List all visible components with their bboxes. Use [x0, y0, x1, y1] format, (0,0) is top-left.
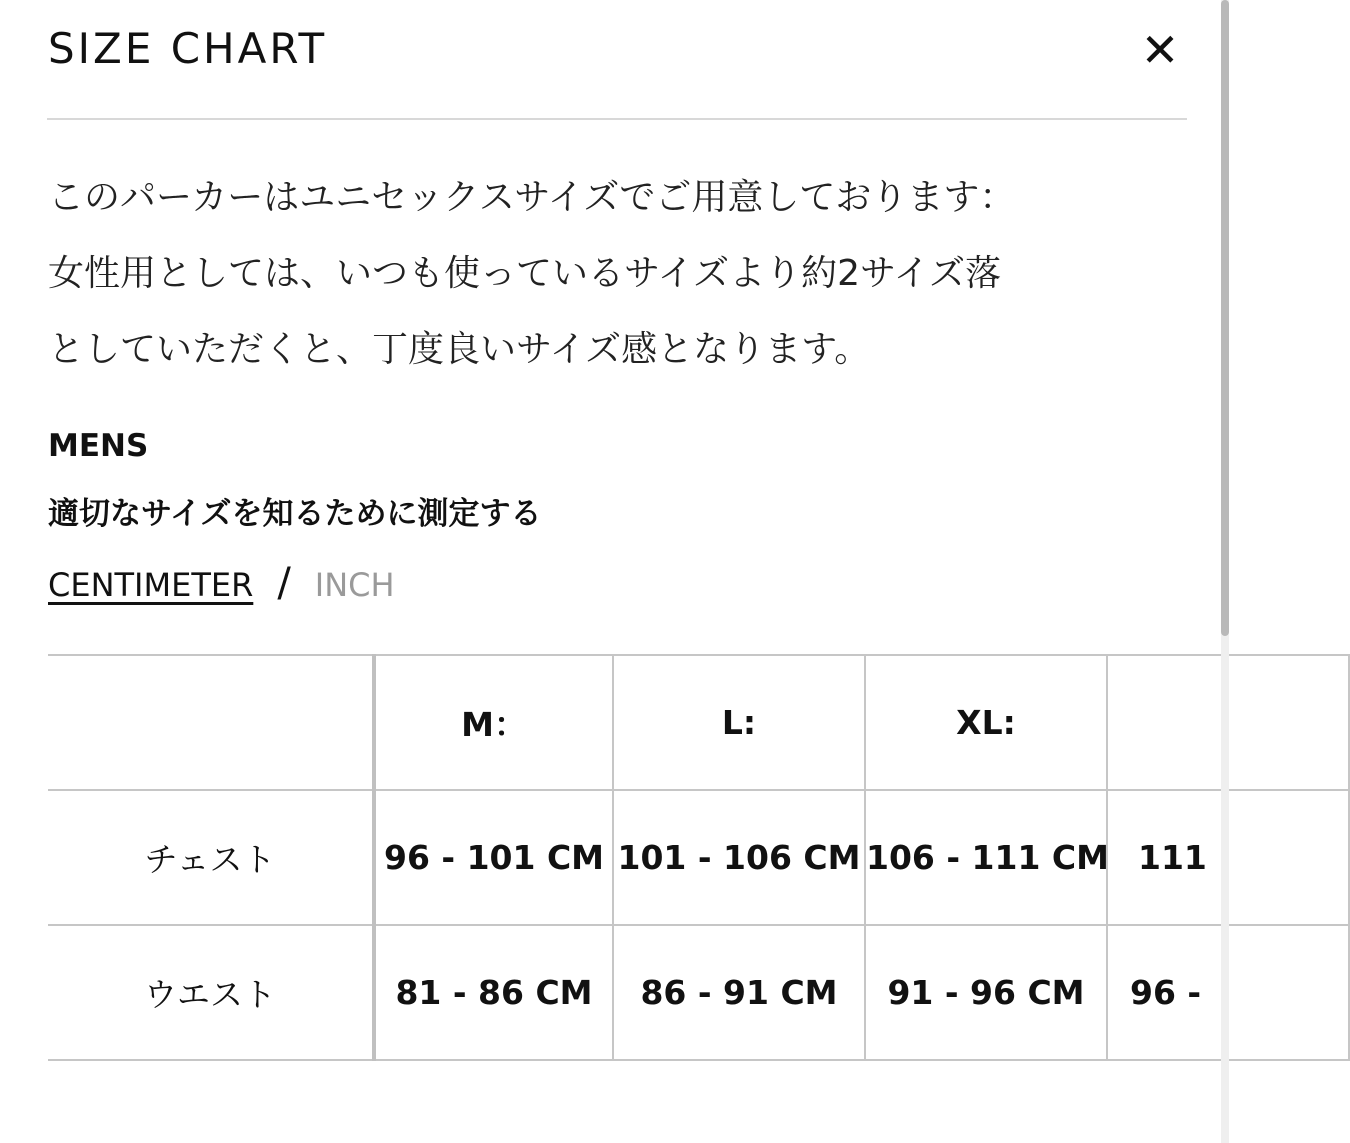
size-chart-title: SIZE CHART	[48, 24, 328, 73]
table-header-row	[48, 655, 1349, 790]
header-size-xl: XL:	[865, 655, 1107, 790]
table-cell: 106 - 111 CM	[865, 790, 1107, 925]
description-line: 女性用としては、いつも使っているサイズより約2サイズ落	[48, 253, 1002, 294]
row-label-waist: ウエスト	[48, 925, 374, 1060]
header-size-m: M：	[374, 655, 613, 790]
size-table-scroll[interactable]	[48, 654, 1207, 1066]
table-cell: 101 - 106 CM	[613, 790, 865, 925]
scrollbar-thumb[interactable]	[1221, 0, 1229, 636]
header-divider	[47, 118, 1187, 120]
description-line: としていただくと、丁度良いサイズ感となります。	[48, 329, 871, 370]
close-icon[interactable]: ✕	[1140, 23, 1180, 77]
size-table	[48, 654, 1350, 1061]
section-heading: MENS	[48, 428, 149, 464]
table-cell: 91 - 96 CM	[865, 925, 1107, 1060]
table-cell: 111	[1107, 790, 1349, 925]
table-cell: 81 - 86 CM	[374, 925, 613, 1060]
table-cell: 96 -	[1107, 925, 1349, 1060]
unit-centimeter-link[interactable]: CENTIMETER	[48, 566, 254, 604]
header-empty-cell	[48, 655, 374, 790]
measure-subheading: 適切なサイズを知るために測定する	[48, 496, 542, 532]
unit-toggle	[48, 560, 395, 606]
unit-separator: /	[277, 560, 291, 606]
header-size-l: L:	[613, 655, 865, 790]
table-cell: 86 - 91 CM	[613, 925, 865, 1060]
row-label-chest: チェスト	[48, 790, 374, 925]
table-row	[48, 790, 1349, 925]
unit-inch-link[interactable]: INCH	[314, 566, 395, 604]
size-description	[48, 160, 1173, 388]
table-row	[48, 925, 1349, 1060]
table-cell: 96 - 101 CM	[374, 790, 613, 925]
description-line: このパーカーはユニセックスサイズでご用意しております：	[48, 177, 1016, 218]
